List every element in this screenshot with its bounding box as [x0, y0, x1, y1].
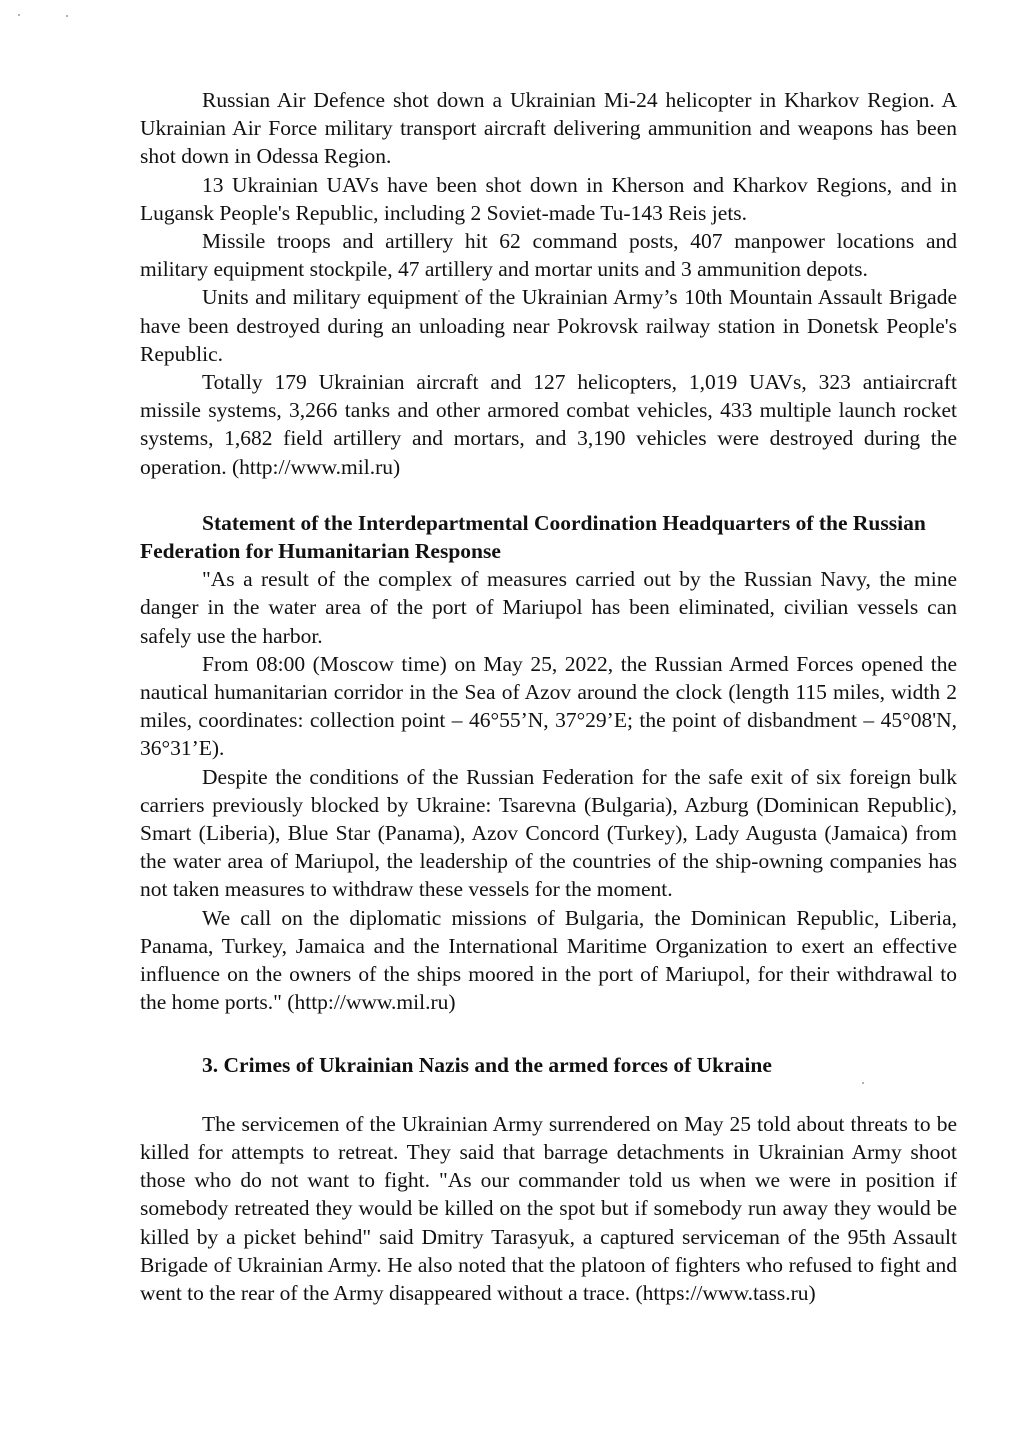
paragraph-mine-danger: "As a result of the complex of measures carried out by the Russian Navy, the mine danger in the water area of the port of Mariupol has been eliminated, civilian vessels can safely use the harbor. [140, 567, 957, 648]
paragraph-bulk-carriers: Despite the conditions of the Russian Federation for the safe exit of six foreign bulk carriers previously blocked by Ukraine: Tsarevna (Bulgaria), Azburg (Dominican Republic), Smart (Liberia), Blue Star (Panama), Azov Concord (Turkey), Lady Augusta (Jamaica) from the water area of Mariupol, the leadership of the countries of the ship-owning companies has not taken measures to withdraw these vessels for the moment. [140, 764, 957, 902]
paragraph-missile-troops: Missile troops and artillery hit 62 command posts, 407 manpower locations and military equipment stockpile, 47 artillery and mortar units and 3 ammunition depots. [140, 229, 957, 282]
scan-speck [18, 14, 20, 16]
paragraph-servicemen-surrendered: The servicemen of the Ukrainian Army surrendered on May 25 told about threats to be killed for attempts to retreat. They said that barrage detachments in Ukrainian Army shoot those who do not want to fight. "As our commander told us when we were in position if somebody retreated they would be killed on the spot but if somebody run away they would be killed by a picket behind" said Dmitry Tarasyuk, a captured serviceman of the 95th Assault Brigade of Ukrainian Army. He also noted that the platoon of fighters who refused to fight and went to the rear of the Army disappeared without a trace. (https://www.tass.ru) [140, 1111, 957, 1305]
paragraph-humanitarian-corridor: From 08:00 (Moscow time) on May 25, 2022, the Russian Armed Forces opened the nautical humanitarian corridor in the Sea of Azov around the clock (length 115 miles, width 2 miles, coordinates: collection point – 46°55’N, 37°29’E; the point of disbandment – 45°08'N, 36°31’E). [140, 651, 957, 761]
paragraph-uavs-shot-down: 13 Ukrainian UAVs have been shot down in Kherson and Kharkov Regions, and in Lugansk People's Republic, including 2 Soviet-made Tu-143 Reis jets. [140, 172, 957, 225]
statement-heading: Statement of the Interdepartmental Coordination Headquarters of the Russian Federation for Humanitarian Response [140, 510, 926, 564]
crimes-heading: 3. Crimes of Ukrainian Nazis and the armed forces of Ukraine [202, 1052, 772, 1077]
paragraph-diplomatic-missions: We call on the diplomatic missions of Bulgaria, the Dominican Republic, Liberia, Panama, Turkey, Jamaica and the International Maritime Organization to exert an effective influence on the owners of the ships moored in the port of Mariupol, for their withdrawal to the home ports." (http://www.mil.ru) [140, 905, 957, 1015]
paragraph-helicopter-shot-down: Russian Air Defence shot down a Ukrainian Mi-24 helicopter in Kharkov Region. A Ukrainian Air Force military transport aircraft delivering ammunition and weapons has been shot down in Odessa Region. [140, 88, 957, 169]
paragraph-mountain-brigade: Units and military equipment of the Ukrainian Army’s 10th Mountain Assault Brigade have been destroyed during an unloading near Pokrovsk railway station in Donetsk People's Republic. [140, 285, 957, 366]
document-body [140, 86, 957, 1307]
scan-speck [66, 15, 68, 17]
paragraph-totals: Totally 179 Ukrainian aircraft and 127 helicopters, 1,019 UAVs, 323 antiaircraft missile systems, 3,266 tanks and other armored combat vehicles, 433 multiple launch rocket systems, 1,682 field artillery and mortars, and 3,190 vehicles were destroyed during the operation. (http://www.mil.ru) [140, 370, 957, 479]
